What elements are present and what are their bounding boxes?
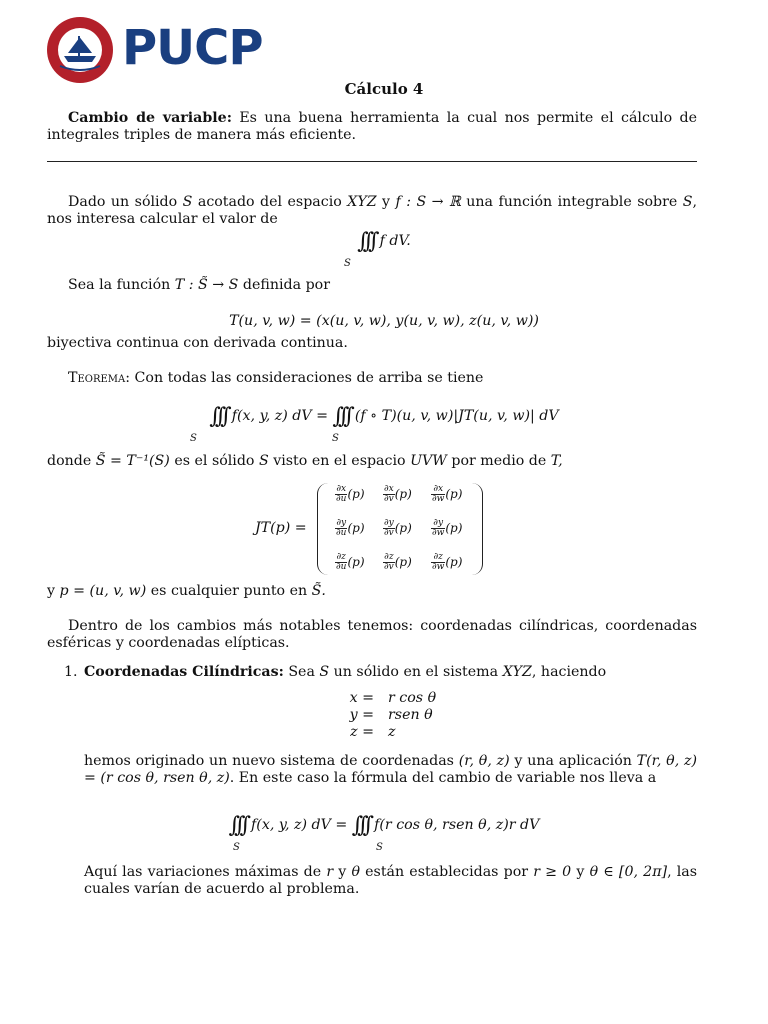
jacobian-entry: $\frac{\partial z}{\partial u}$ (p) — [336, 552, 365, 572]
intro-term: Cambio de variable: — [68, 110, 232, 126]
math: x = — [349, 690, 374, 706]
math: T : S̃ → S — [174, 277, 239, 293]
theorem-label: Teorema — [68, 370, 126, 386]
math: S̃ = T⁻¹(S) — [95, 453, 170, 469]
integral-subscript: S — [332, 433, 339, 444]
cylindrical-system — [348, 690, 468, 741]
paragraph-2 — [47, 277, 697, 294]
intro-paragraph — [47, 110, 697, 144]
text: un sólido en el sistema — [329, 664, 503, 680]
equation-2: T(u, v, w) = (x(u, v, w), y(u, v, w), z(u, v, w)) — [229, 313, 539, 329]
math: θ — [351, 864, 360, 880]
pucp-wordmark: PUCP — [122, 20, 263, 76]
list-item-cylindrical — [84, 664, 697, 681]
text: es el sólido — [169, 453, 259, 469]
cylindrical-paragraph-3 — [84, 864, 697, 898]
jacobian-entry: $\frac{\partial x}{\partial v}$ (p) — [384, 484, 412, 504]
text: , las cuales varían de acuerdo al problema. — [84, 864, 698, 897]
math: r cos θ — [388, 690, 437, 706]
jacobian-lhs: JT(p) = — [255, 520, 307, 536]
equation-1 — [0, 229, 768, 254]
text: visto en el espacio — [268, 453, 411, 469]
text: donde — [47, 453, 96, 469]
math: S — [682, 194, 693, 210]
theorem-equation — [0, 404, 768, 429]
math: S — [319, 664, 330, 680]
math: r — [326, 864, 334, 880]
math: S — [258, 453, 269, 469]
text: : Con todas las consideraciones de arriba se tiene — [125, 370, 484, 386]
text: Aquí las variaciones máximas de — [84, 864, 327, 880]
math: z — [388, 724, 396, 740]
paragraph-1 — [47, 194, 697, 228]
text: hemos originado un nuevo sistema de coordenadas — [84, 753, 459, 769]
intro-text: Es una buena herramienta la cual nos permite el cálculo de integrales triples de manera más eficiente. — [47, 110, 697, 143]
page-title: Cálculo 4 — [344, 80, 424, 98]
math: UVW — [410, 453, 447, 469]
jacobian-entry: $\frac{\partial x}{\partial w}$ (p) — [432, 484, 463, 504]
jacobian-entry: $\frac{\partial z}{\partial w}$ (p) — [432, 552, 463, 572]
paragraph-4 — [47, 453, 697, 470]
triple-integral-symbol: ∫∫∫ — [332, 404, 349, 429]
math: r ≥ 0 — [533, 864, 572, 880]
math: S̃. — [311, 583, 326, 599]
text: definida por — [238, 277, 330, 293]
cylindrical-equation — [0, 813, 768, 838]
text: y — [333, 864, 352, 880]
math: f dV. — [379, 233, 411, 249]
university-seal-icon — [46, 16, 114, 84]
list-item-title: Coordenadas Cilíndricas: — [84, 664, 284, 680]
triple-integral-symbol: ∫∫∫ — [351, 813, 369, 838]
text: y — [571, 864, 590, 880]
math: (r, θ, z) — [458, 753, 510, 769]
math: rsen θ — [388, 707, 433, 723]
math: T, — [550, 453, 563, 469]
jacobian-entry: $\frac{\partial y}{\partial v}$ (p) — [384, 518, 412, 538]
text: por medio de — [446, 453, 551, 469]
text: es cualquier punto en — [146, 583, 312, 599]
math: f : S → ℝ — [395, 194, 461, 210]
math: (f ∘ T)(u, v, w)|JT(u, v, w)| dV — [354, 408, 559, 424]
integral-subscript: S — [344, 258, 351, 269]
paragraph-3: biyectiva continua con derivada continua. — [47, 335, 348, 351]
triple-integral-symbol: ∫∫∫ — [357, 229, 374, 254]
text: Sea la función — [68, 277, 175, 293]
theorem-statement — [47, 370, 697, 387]
integral-subscript: S — [376, 842, 383, 853]
jacobian-entry: $\frac{\partial y}{\partial u}$ (p) — [336, 518, 365, 538]
paragraph-6: Dentro de los cambios más notables tenemos: coordenadas cilíndricas, coordenadas esféricas y coordenadas elípticas. — [47, 618, 697, 651]
text: están establecidas por — [360, 864, 534, 880]
jacobian-entry: $\frac{\partial z}{\partial v}$ (p) — [384, 552, 412, 572]
math: XYZ — [347, 194, 377, 210]
paragraph-5 — [47, 583, 697, 600]
math: y = — [349, 707, 374, 723]
math: p = (u, v, w) — [59, 583, 147, 599]
math: T(r, θ, z) = (r cos θ, rsen θ, z) — [84, 753, 697, 786]
triple-integral-symbol: ∫∫∫ — [209, 404, 226, 429]
text: , haciendo — [531, 664, 607, 680]
math: θ ∈ [0, 2π] — [589, 864, 668, 880]
text: acotado del espacio — [192, 194, 348, 210]
math: f(r cos θ, rsen θ, z)r dV — [374, 817, 540, 833]
text: Sea — [283, 664, 320, 680]
matrix-right-paren — [472, 483, 483, 575]
integral-subscript: S — [233, 842, 240, 853]
text: . En este caso la fórmula del cambio de variable nos lleva a — [229, 770, 657, 786]
math: XYZ — [502, 664, 532, 680]
math: z = — [350, 724, 374, 740]
text: y una aplicación — [509, 753, 637, 769]
math: S — [182, 194, 193, 210]
text: Dado un sólido — [68, 194, 183, 210]
list-number: 1. — [64, 664, 78, 680]
cylindrical-paragraph-2 — [84, 753, 697, 787]
jacobian-matrix — [317, 483, 483, 575]
jacobian-entry: $\frac{\partial y}{\partial w}$ (p) — [432, 518, 463, 538]
triple-integral-symbol: ∫∫∫ — [228, 813, 246, 838]
section-divider — [47, 161, 697, 162]
text: , nos interesa calcular el valor de — [47, 194, 697, 227]
text: y — [47, 583, 60, 599]
text: y — [376, 194, 396, 210]
math: f(x, y, z) dV = — [251, 817, 348, 833]
integral-subscript: S — [190, 433, 197, 444]
text: una función integrable sobre — [460, 194, 683, 210]
pucp-logo — [46, 16, 266, 86]
math: f(x, y, z) dV = — [231, 408, 328, 424]
jacobian-entry: $\frac{\partial x}{\partial u}$ (p) — [336, 484, 365, 504]
matrix-left-paren — [317, 483, 328, 575]
